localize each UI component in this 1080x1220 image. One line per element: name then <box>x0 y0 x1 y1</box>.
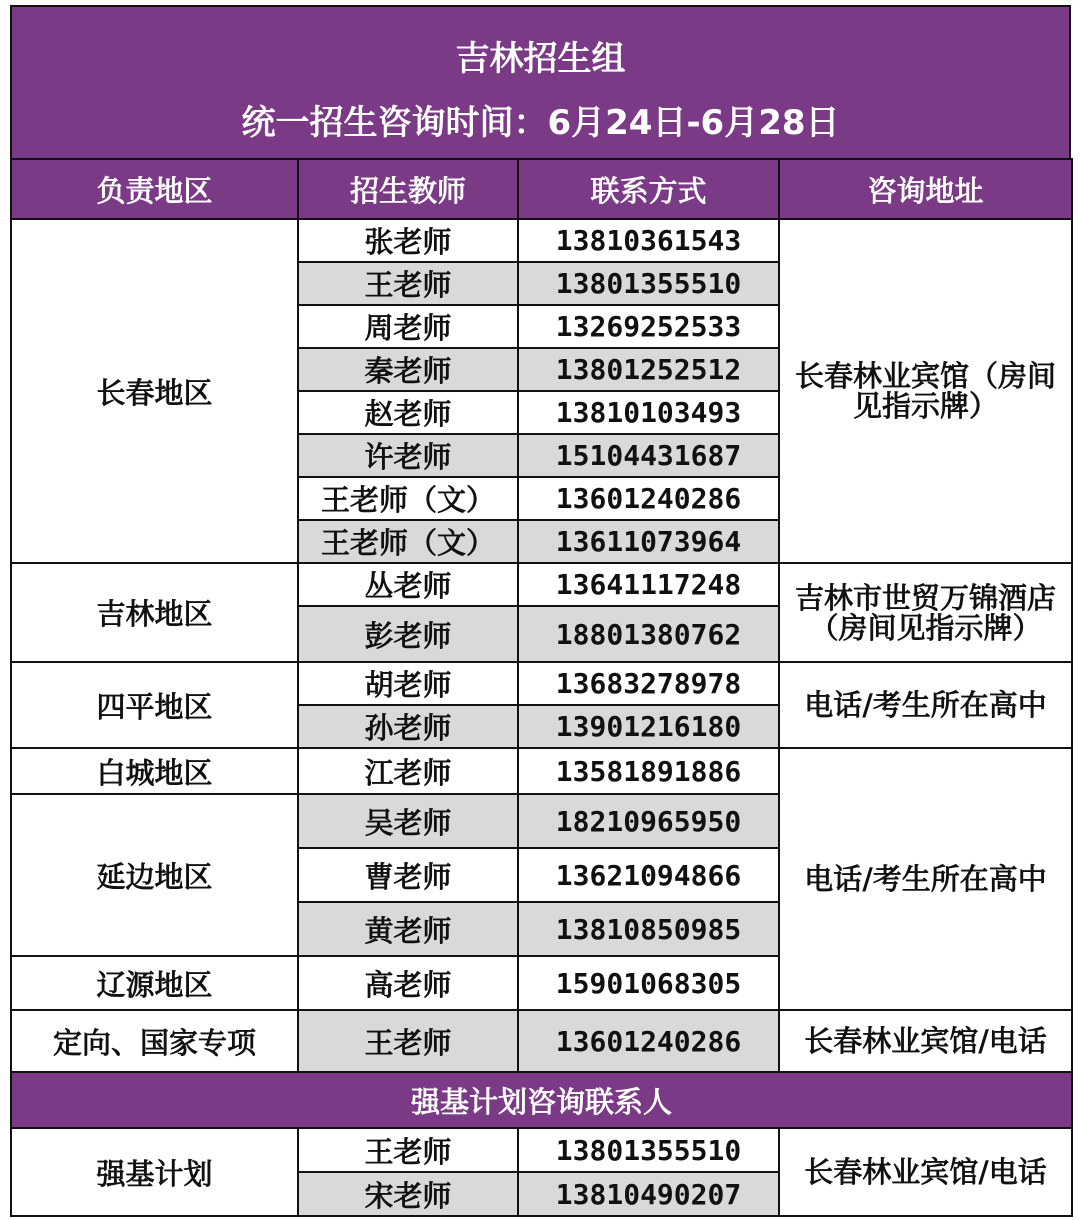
qiangji-banner: 强基计划咨询联系人 <box>11 1072 1072 1128</box>
region-cell: 白城地区 <box>11 748 298 794</box>
table-row <box>11 563 1072 606</box>
page-title: 吉林招生组 <box>455 39 626 79</box>
phone-cell: 13810361543 <box>518 219 779 262</box>
col-header-teacher: 招生教师 <box>298 159 518 219</box>
region-cell: 四平地区 <box>11 662 298 748</box>
phone-cell: 13621094866 <box>518 848 779 902</box>
teacher-cell: 王老师 <box>298 1128 518 1172</box>
address-cell: 电话/考生所在高中 <box>779 748 1072 1010</box>
phone-cell: 13810103493 <box>518 391 779 434</box>
table-row <box>11 748 1072 794</box>
teacher-cell: 王老师（文） <box>298 477 518 520</box>
region-cell: 延边地区 <box>11 794 298 956</box>
table-row <box>11 1010 1072 1072</box>
phone-cell: 13810490207 <box>518 1172 779 1216</box>
table-row <box>11 219 1072 262</box>
teacher-cell: 丛老师 <box>298 563 518 606</box>
phone-cell: 13810850985 <box>518 902 779 956</box>
teacher-cell: 王老师 <box>298 262 518 305</box>
teacher-cell: 王老师（文） <box>298 520 518 563</box>
phone-cell: 18801380762 <box>518 606 779 662</box>
teacher-cell: 吴老师 <box>298 794 518 848</box>
teacher-cell: 许老师 <box>298 434 518 477</box>
teacher-cell: 周老师 <box>298 305 518 348</box>
region-cell: 强基计划 <box>11 1128 298 1216</box>
address-cell: 长春林业宾馆/电话 <box>779 1128 1072 1216</box>
phone-cell: 13581891886 <box>518 748 779 794</box>
phone-cell: 13801252512 <box>518 348 779 391</box>
phone-cell: 13601240286 <box>518 1010 779 1072</box>
address-cell: 长春林业宾馆（房间见指示牌） <box>779 219 1072 563</box>
region-cell: 辽源地区 <box>11 956 298 1010</box>
phone-cell: 13801355510 <box>518 262 779 305</box>
phone-cell: 13683278978 <box>518 662 779 705</box>
recruitment-sheet <box>10 5 1071 1217</box>
teacher-cell: 王老师 <box>298 1010 518 1072</box>
table-row <box>11 662 1072 705</box>
header-row <box>11 159 1072 219</box>
phone-cell: 18210965950 <box>518 794 779 848</box>
title-banner <box>10 5 1071 158</box>
teacher-cell: 孙老师 <box>298 705 518 748</box>
table-row <box>11 1128 1072 1172</box>
region-cell: 吉林地区 <box>11 563 298 662</box>
teacher-cell: 秦老师 <box>298 348 518 391</box>
teacher-cell: 胡老师 <box>298 662 518 705</box>
phone-cell: 15104431687 <box>518 434 779 477</box>
address-cell: 吉林市世贸万锦酒店（房间见指示牌） <box>779 563 1072 662</box>
region-cell: 长春地区 <box>11 219 298 563</box>
contact-table <box>10 158 1073 1217</box>
teacher-cell: 张老师 <box>298 219 518 262</box>
address-cell: 电话/考生所在高中 <box>779 662 1072 748</box>
address-cell: 长春林业宾馆/电话 <box>779 1010 1072 1072</box>
teacher-cell: 高老师 <box>298 956 518 1010</box>
phone-cell: 13901216180 <box>518 705 779 748</box>
col-header-address: 咨询地址 <box>779 159 1072 219</box>
qiangji-banner-row <box>11 1072 1072 1128</box>
teacher-cell: 黄老师 <box>298 902 518 956</box>
consult-period: 统一招生咨询时间：6月24日-6月28日 <box>241 103 840 143</box>
region-cell: 定向、国家专项 <box>11 1010 298 1072</box>
col-header-contact: 联系方式 <box>518 159 779 219</box>
phone-cell: 15901068305 <box>518 956 779 1010</box>
teacher-cell: 曹老师 <box>298 848 518 902</box>
teacher-cell: 宋老师 <box>298 1172 518 1216</box>
phone-cell: 13601240286 <box>518 477 779 520</box>
col-header-region: 负责地区 <box>11 159 298 219</box>
phone-cell: 13611073964 <box>518 520 779 563</box>
phone-cell: 13801355510 <box>518 1128 779 1172</box>
phone-cell: 13641117248 <box>518 563 779 606</box>
teacher-cell: 江老师 <box>298 748 518 794</box>
teacher-cell: 彭老师 <box>298 606 518 662</box>
teacher-cell: 赵老师 <box>298 391 518 434</box>
phone-cell: 13269252533 <box>518 305 779 348</box>
